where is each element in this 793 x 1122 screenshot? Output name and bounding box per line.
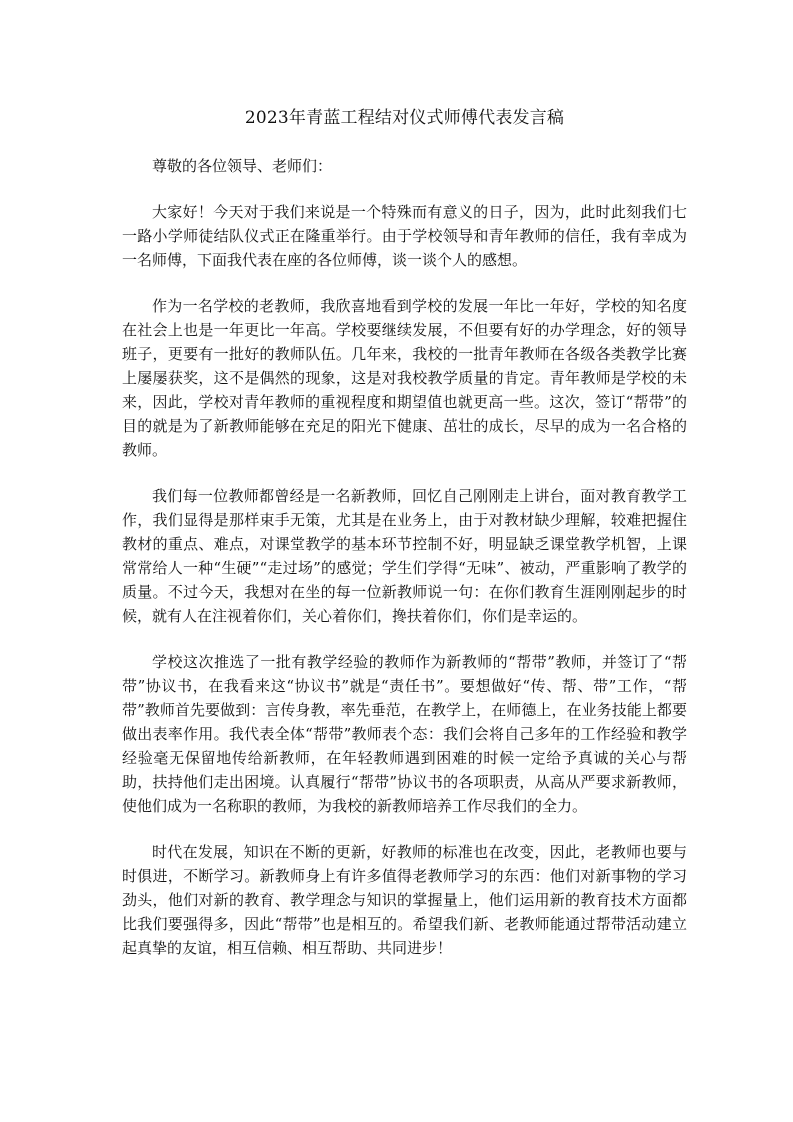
document-title: 2023年青蓝工程结对仪式师傅代表发言稿 — [244, 108, 565, 128]
paragraph-1: 大家好！今天对于我们来说是一个特殊而有意义的日子，因为，此时此刻我们七一路小学师徒结队仪式正在隆重举行。由于学校领导和青年教师的信任，我有幸成为一名师傅，下面我代表在座的各位师傅，谈一谈个人的感想。 — [122, 203, 687, 269]
paragraph-5: 时代在发展，知识在不断的更新，好教师的标准也在改变，因此，老教师也要与时俱进，不断学习。新教师身上有许多值得老教师学习的东西：他们对新事物的学习劲头，他们对新的教育、教学理念与知识的掌握量上，他们运用新的教育技术方面都比我们要强得多，因此“帮带”也是相互的。希望我们新、老教师能通过帮带活动建立起真挚的友谊，相互信赖、相互帮助、共同进步！ — [122, 843, 687, 957]
paragraph-4: 学校这次推选了一批有教学经验的教师作为新教师的“帮带”教师，并签订了“帮带”协议书，在我看来这“协议书”就是“责任书”。要想做好“传、帮、带”工作，“帮带”教师首先要做到：言传身教，率先垂范，在教学上，在师德上，在业务技能上都要做出表率作用。我代表全体“帮带”教师表个态：我们会将自己多年的工作经验和教学经验毫无保留地传给新教师，在年轻教师遇到困难的时候一定给予真诚的关心与帮助，扶持他们走出困境。认真履行“帮带”协议书的各项职责，从高从严要求新教师，使他们成为一名称职的教师，为我校的新教师培养工作尽我们的全力。 — [122, 653, 687, 815]
paragraph-2: 作为一名学校的老教师，我欣喜地看到学校的发展一年比一年好，学校的知名度在社会上也是一年更比一年高。学校要继续发展，不但要有好的办学理念，好的领导班子，更要有一批好的教师队伍。几年来，我校的一批青年教师在各级各类教学比赛上屡屡获奖，这不是偶然的现象，这是对我校教学质量的肯定。青年教师是学校的未来，因此，学校对青年教师的重视程度和期望值也就更高一些。这次，签订“帮带”的目的就是为了新教师能够在充足的阳光下健康、茁壮的成长，尽早的成为一名合格的教师。 — [122, 297, 687, 459]
salutation: 尊敬的各位领导、老师们： — [152, 157, 333, 175]
paragraph-3: 我们每一位教师都曾经是一名新教师，回忆自己刚刚走上讲台，面对教育教学工作，我们显得是那样束手无策，尤其是在业务上，由于对教材缺少理解，较难把握住教材的重点、难点，对课堂教学的基本环节控制不好，明显缺乏课堂教学机智，上课常常给人一种“生硬”“走过场”的感觉；学生们学得“无味”、被动，严重影响了教学的质量。不过今天，我想对在坐的每一位新教师说一句：在你们教育生涯刚刚起步的时候，就有人在注视着你们，关心着你们，搀扶着你们，你们是幸运的。 — [122, 487, 687, 625]
